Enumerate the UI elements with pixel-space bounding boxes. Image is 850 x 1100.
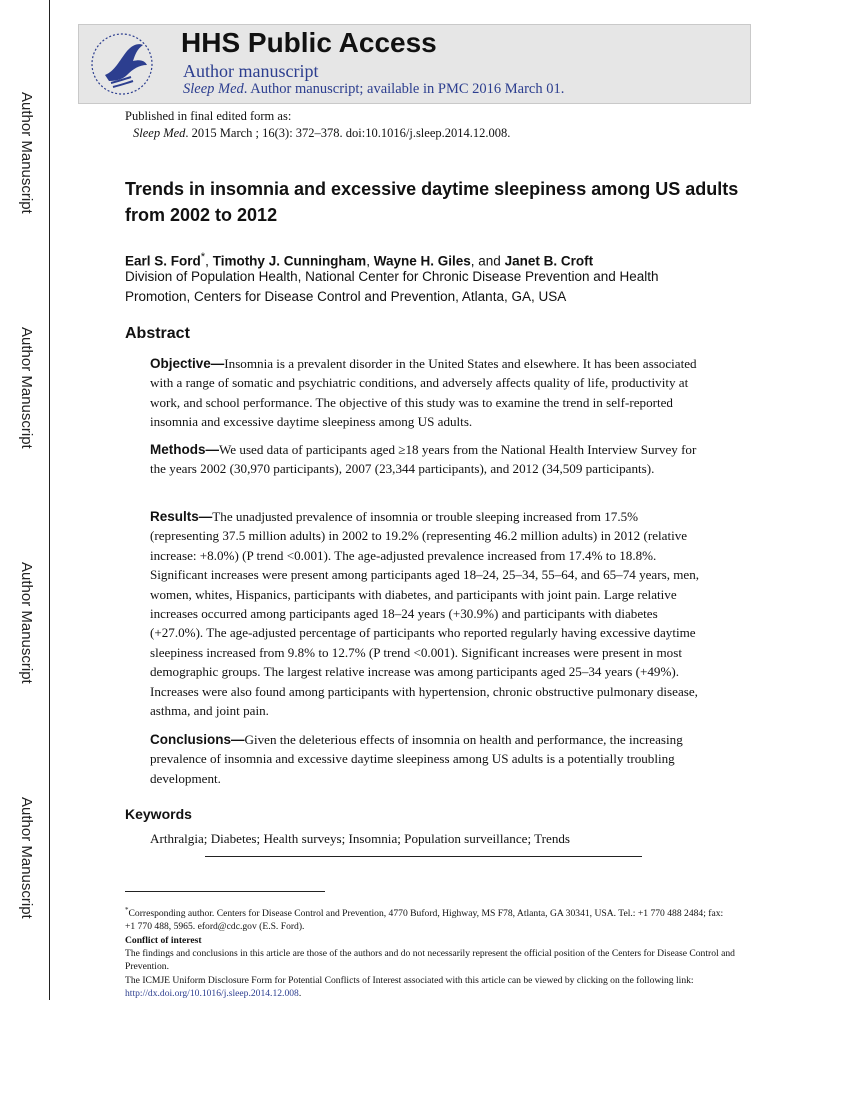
conflict-text: The findings and conclusions in this article are those of the authors and do not necessarily represent the official position of the Centers for Disease Control and Prevention.: [125, 948, 735, 972]
corresponding-footnote: [125, 904, 735, 933]
banner-availability: [183, 81, 564, 98]
keywords-list: Arthralgia; Diabetes; Health surveys; Insomnia; Population surveillance; Trends: [150, 831, 571, 846]
side-rail: Author Manuscript Author Manuscript Author Manuscript Author Manuscript: [0, 0, 50, 1000]
abstract-objective: [150, 354, 710, 432]
abstract-text: We used data of participants aged ≥18 years from the National Health Interview Survey for the years 2002 (30,970 participants), 2007 (23,344 participants), and 2012 (34,509 participants).: [150, 442, 697, 477]
affiliation: Division of Population Health, National Center for Chronic Disease Prevention and Health Promotion, Centers for Disease Control and Prevention, Atlanta, GA, USA: [125, 269, 659, 304]
publication-info: [125, 108, 510, 142]
icmje-link[interactable]: http://dx.doi.org/10.1016/j.sleep.2014.12.008: [125, 988, 299, 999]
author-and: and: [478, 253, 501, 269]
banner-availability-text: . Author manuscript; available in PMC 2016 March 01.: [243, 81, 565, 97]
icmje-text: The ICMJE Uniform Disclosure Form for Potential Conflicts of Interest associated with this article can be viewed by clicking on the following link:: [125, 975, 694, 986]
abstract-text: Given the deleterious effects of insomnia on health and performance, the increasing prevalence of insomnia and excessive daytime sleepiness among US adults is a potentially troubling development.: [150, 732, 683, 786]
banner-journal: Sleep Med: [183, 81, 244, 97]
abstract-heading: Abstract: [125, 325, 190, 342]
author-name: Janet B. Croft: [504, 253, 594, 269]
footnote-divider: [125, 891, 325, 892]
author-list: Earl S. Ford*, Timothy J. Cunningham, Wayne H. Giles, and Janet B. Croft: [125, 251, 594, 269]
keywords-heading: Keywords: [125, 806, 192, 822]
hhs-banner: [78, 24, 751, 104]
hhs-eagle-logo-icon: [89, 31, 155, 97]
abstract-methods: [150, 440, 710, 479]
author-name: Wayne H. Giles: [373, 253, 471, 269]
author-name: Earl S. Ford: [125, 253, 201, 269]
author-name: Timothy J. Cunningham: [212, 253, 367, 269]
icmje-end: .: [298, 988, 302, 999]
citation-text: . 2015 March ; 16(3): 372–378. doi:10.1016/j.sleep.2014.12.008.: [185, 126, 511, 140]
abstract-label: Objective—: [150, 356, 225, 371]
abstract-label: Methods—: [150, 442, 219, 457]
abstract-label: Conclusions—: [150, 732, 245, 747]
article-title: Trends in insomnia and excessive daytime sleepiness among US adults from 2002 to 2012: [125, 179, 739, 225]
keywords-divider: [205, 856, 642, 857]
abstract-text: The unadjusted prevalence of insomnia or trouble sleeping increased from 17.5% (representing 37.5 million adults) in 2002 to 19.2% (representing 46.2 million adults) in 2012 (relative increase: +8.0%) (P trend <0.001). The age-adjusted prevalence increased from 17.4% to 18.8%. Significant increases were present among participants aged 18–24, 25–34, 55–64, and 65–74 years, men, women, whites, Hispanics, participants with diabetes, and participants with joint pain. Large relative increases occurred among participants aged 18–24 years (+30.9%) and participants with diabetes (+27.0%). The age-adjusted percentage of participants who reported regularly having excessive daytime sleepiness increased from 9.8% to 12.7% (P trend <0.001). Significant increases were present in most demographic groups. The largest relative increase was among participants aged 25–34 years (+49%). Increases were also found among participants with hypertension, chronic obstructive pulmonary disease, asthma, and joint pain.: [150, 509, 700, 719]
abstract-text: Insomnia is a prevalent disorder in the United States and elsewhere. It has been associated with a range of somatic and psychiatric conditions, and adversely affects quality of life, productivity at work, and school performance. The objective of this study was to examine the trend in self-reported insomnia and excessive daytime sleepiness among US adults.: [150, 356, 697, 430]
citation-journal: Sleep Med: [133, 126, 186, 140]
corresponding-marker: *: [200, 251, 206, 263]
banner-title: HHS Public Access: [181, 27, 437, 58]
icmje-footnote: [125, 974, 735, 1000]
footnote-marker: *: [125, 906, 129, 914]
abstract-label: Results—: [150, 509, 213, 524]
conflict-heading: Conflict of interest: [125, 935, 202, 946]
corresponding-text: Corresponding author. Centers for Disease Control and Prevention, 4770 Buford, Highway, MS F78, Atlanta, GA 30341, USA. Tel.: +1 770 488 2484; fax: +1 770 488, 5965. eford@cdc.gov (E.S. Ford).: [125, 908, 724, 933]
publication-intro: Published in final edited form as:: [125, 109, 292, 123]
publication-citation: [125, 125, 510, 142]
abstract-conclusions: [150, 730, 710, 788]
banner-subtitle: Author manuscript: [183, 61, 319, 81]
abstract-results: [150, 507, 710, 720]
